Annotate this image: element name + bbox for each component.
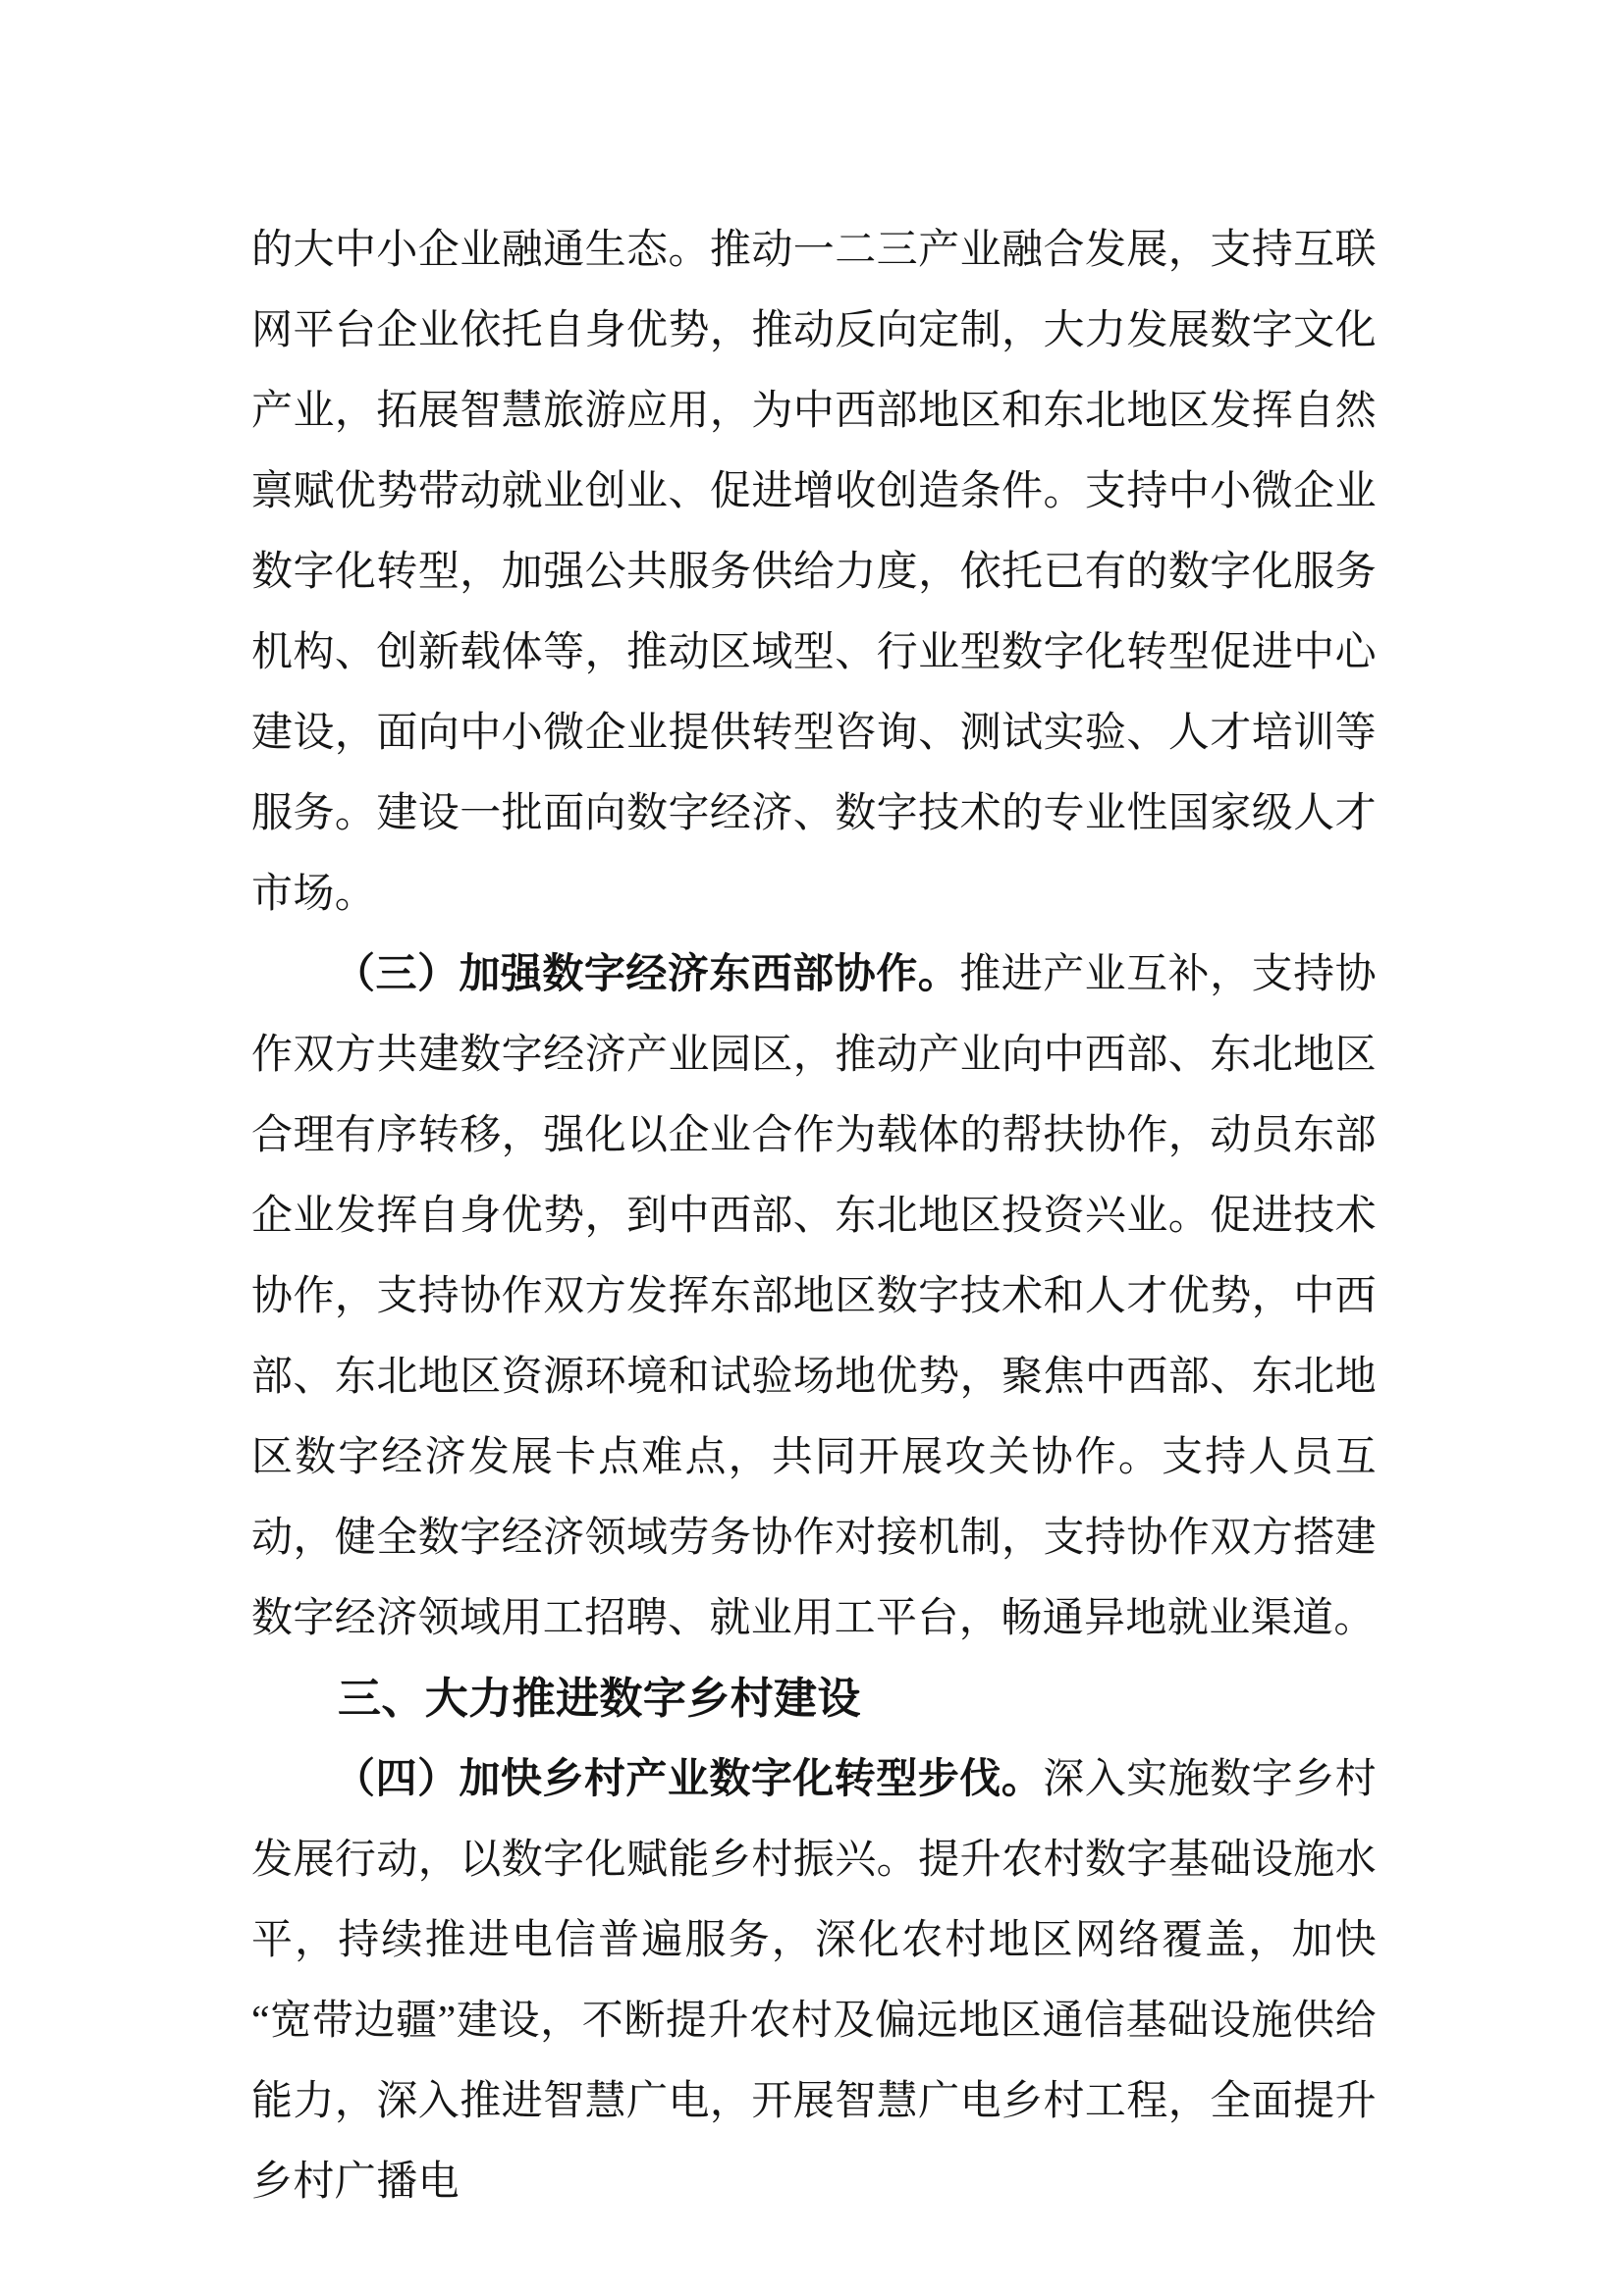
section-heading-text: 三、大力推进数字乡村建设: [338, 1675, 861, 1723]
paragraph-text: 深入实施数字乡村发展行动，以数字化赋能乡村振兴。提升农村数字基础设施水平，持续推进电信普遍服务，深化农村地区网络覆盖，加快“宽带边疆”建设，不断提升农村及偏远地区通信基础设施供给能力，深入推进智慧广电，开展智慧广电乡村工程，全面提升乡村广播电: [251, 1757, 1377, 2205]
paragraph-lead: （四）加快乡村产业数字化转型步伐。: [334, 1757, 1044, 1802]
document-text-block: [251, 210, 1377, 2222]
paragraph-continuation: [251, 210, 1377, 934]
paragraph-text: 的大中小企业融通生态。推动一二三产业融合发展，支持互联网平台企业依托自身优势，推动反向定制，大力发展数字文化产业，拓展智慧旅游应用，为中西部地区和东北地区发挥自然禀赋优势带动就业创业、促进增收创造条件。支持中小微企业数字化转型，加强公共服务供给力度，依托已有的数字化服务机构、创新载体等，推动区域型、行业型数字化转型促进中心建设，面向中小微企业提供转型咨询、测试实验、人才培训等服务。建设一批面向数字经济、数字技术的专业性国家级人才市场。: [251, 228, 1377, 917]
section-heading: [251, 1659, 1377, 1739]
paragraph-section-3: [251, 934, 1377, 1659]
paragraph-section-4: [251, 1739, 1377, 2222]
paragraph-lead: （三）加强数字经济东西部协作。: [334, 952, 960, 997]
paragraph-text: 推进产业互补，支持协作双方共建数字经济产业园区，推动产业向中西部、东北地区合理有序转移，强化以企业合作为载体的帮扶协作，动员东部企业发挥自身优势，到中西部、东北地区投资兴业。促进技术协作，支持协作双方发挥东部地区数字技术和人才优势，中西部、东北地区资源环境和试验场地优势，聚焦中西部、东北地区数字经济发展卡点难点，共同开展攻关协作。支持人员互动，健全数字经济领域劳务协作对接机制，支持协作双方搭建数字经济领域用工招聘、就业用工平台，畅通异地就业渠道。: [251, 952, 1377, 1641]
